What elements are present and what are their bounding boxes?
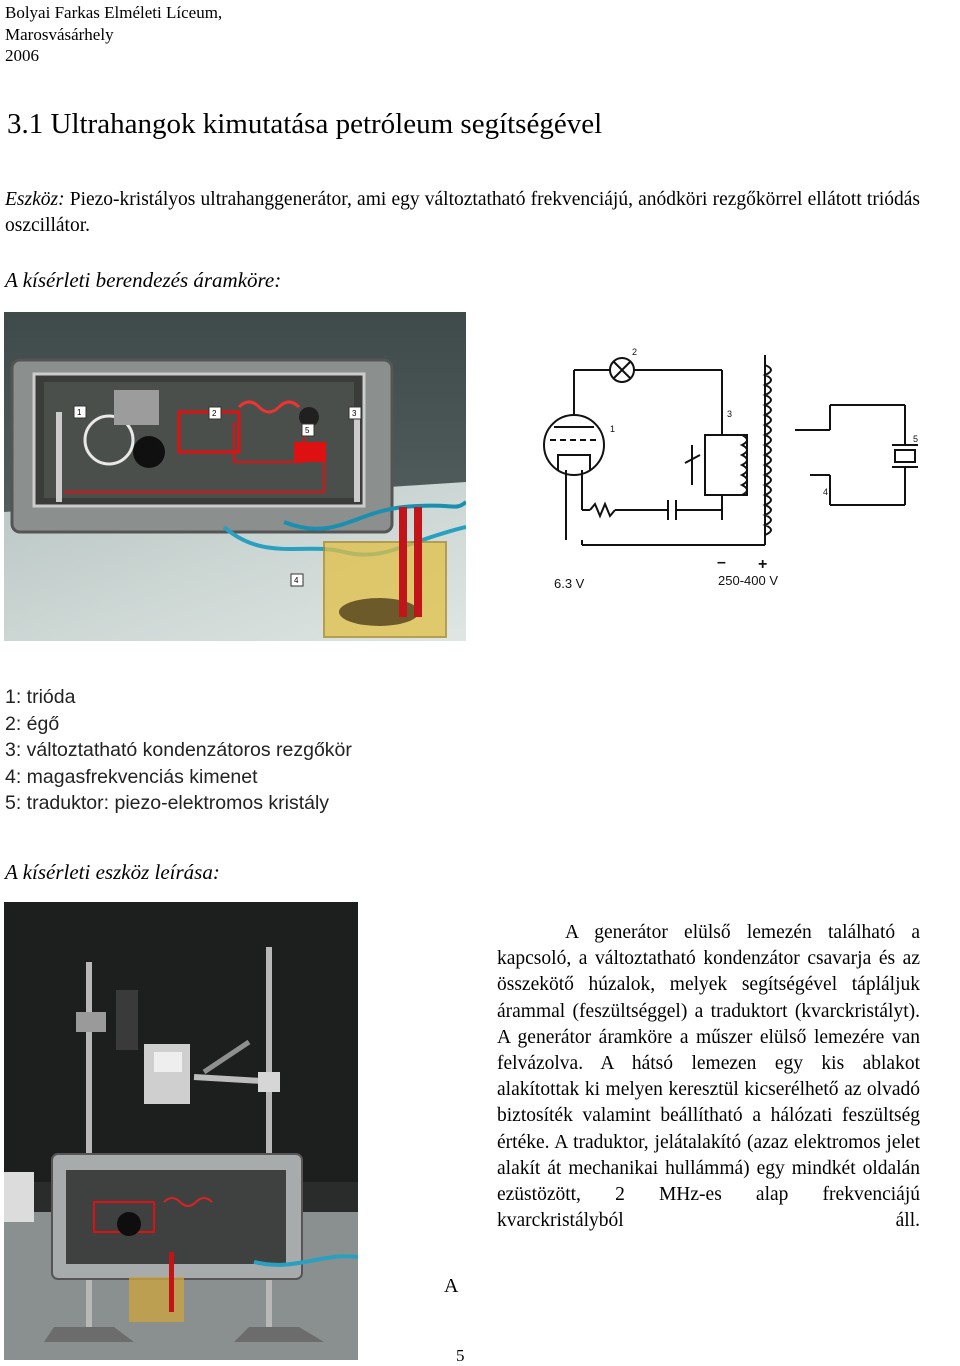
photo-label-4: 4 xyxy=(294,576,299,585)
school-city: Marosvásárhely xyxy=(5,24,114,44)
crystal-symbol xyxy=(895,450,915,462)
stray-letter: A xyxy=(444,1275,459,1297)
schematic-label-5: 5 xyxy=(913,434,919,444)
schematic-label-1: 1 xyxy=(610,424,616,434)
circuit-heading: A kísérleti berendezés áramköre: xyxy=(5,268,282,292)
schematic-label-2: 2 xyxy=(632,347,638,357)
component-legend xyxy=(5,684,352,817)
voltage-right: 250-400 V xyxy=(718,573,778,588)
legend-item: 2: égő xyxy=(5,712,60,735)
school-header xyxy=(5,2,222,67)
school-year: 2006 xyxy=(5,46,39,65)
page-number: 5 xyxy=(456,1346,465,1365)
legend-item: 5: traduktor: piezo-elektromos kristály xyxy=(5,792,330,814)
legend-item: 1: trióda xyxy=(5,686,76,708)
legend-item: 3: változtatható kondenzátoros rezgőkör xyxy=(5,739,352,761)
schematic-label-3: 3 xyxy=(727,409,733,419)
section-title: 3.1 Ultrahangok kimutatása petróleum segítségével xyxy=(7,108,603,140)
schematic-plus: + xyxy=(758,556,768,573)
photo-label-2: 2 xyxy=(212,409,217,418)
voltage-left: 6.3 V xyxy=(554,576,585,591)
schematic-label-4: 4 xyxy=(823,487,829,497)
photo-label-3: 3 xyxy=(352,409,357,418)
description-text: A generátor elülső lemezén található a kapcsoló, a változtatható kondenzátor csavarja és az összekötő húzalok, melyek segítségével tápláljuk árammal (feszültséggel) a traduktort (kvarckristályt). A generátor áramköre a műszer elülső lemezére van felvázolva. A hátsó lemezen egy kis ablakot alakítottak ki melyen keresztül kicserélhető az olvadó biztosíték valamint beállítható a hálózati feszültség értéke. A traduktor, jelátalakító (azaz elektromos jelet alakít át mechanikai hullámmá) egy mindkét oldalán ezüstözött, 2 MHz-es alap frekvenciájú kvarckristályból áll. xyxy=(497,922,920,1232)
description-paragraph xyxy=(497,920,920,1234)
legend-item: 4: magasfrekvenciás kimenet xyxy=(5,765,258,788)
triode-symbol xyxy=(544,415,604,475)
apparatus-photo xyxy=(4,902,358,1360)
equipment-label: Eszköz: xyxy=(5,189,65,210)
school-name: Bolyai Farkas Elméleti Líceum, xyxy=(5,3,223,22)
equipment-paragraph xyxy=(5,187,920,239)
schematic-minus: – xyxy=(717,554,726,571)
circuit-schematic xyxy=(510,345,930,605)
generator-photo xyxy=(4,312,466,641)
photo-label-5: 5 xyxy=(305,426,310,435)
description-heading: A kísérleti eszköz leírása: xyxy=(5,860,220,884)
photo-label-1: 1 xyxy=(77,408,82,417)
equipment-text: Piezo-kristályos ultrahanggenerátor, ami egy változtatható frekvenciájú, anódköri rezgőkörrel ellátott triódás oszcillátor. xyxy=(5,189,920,236)
